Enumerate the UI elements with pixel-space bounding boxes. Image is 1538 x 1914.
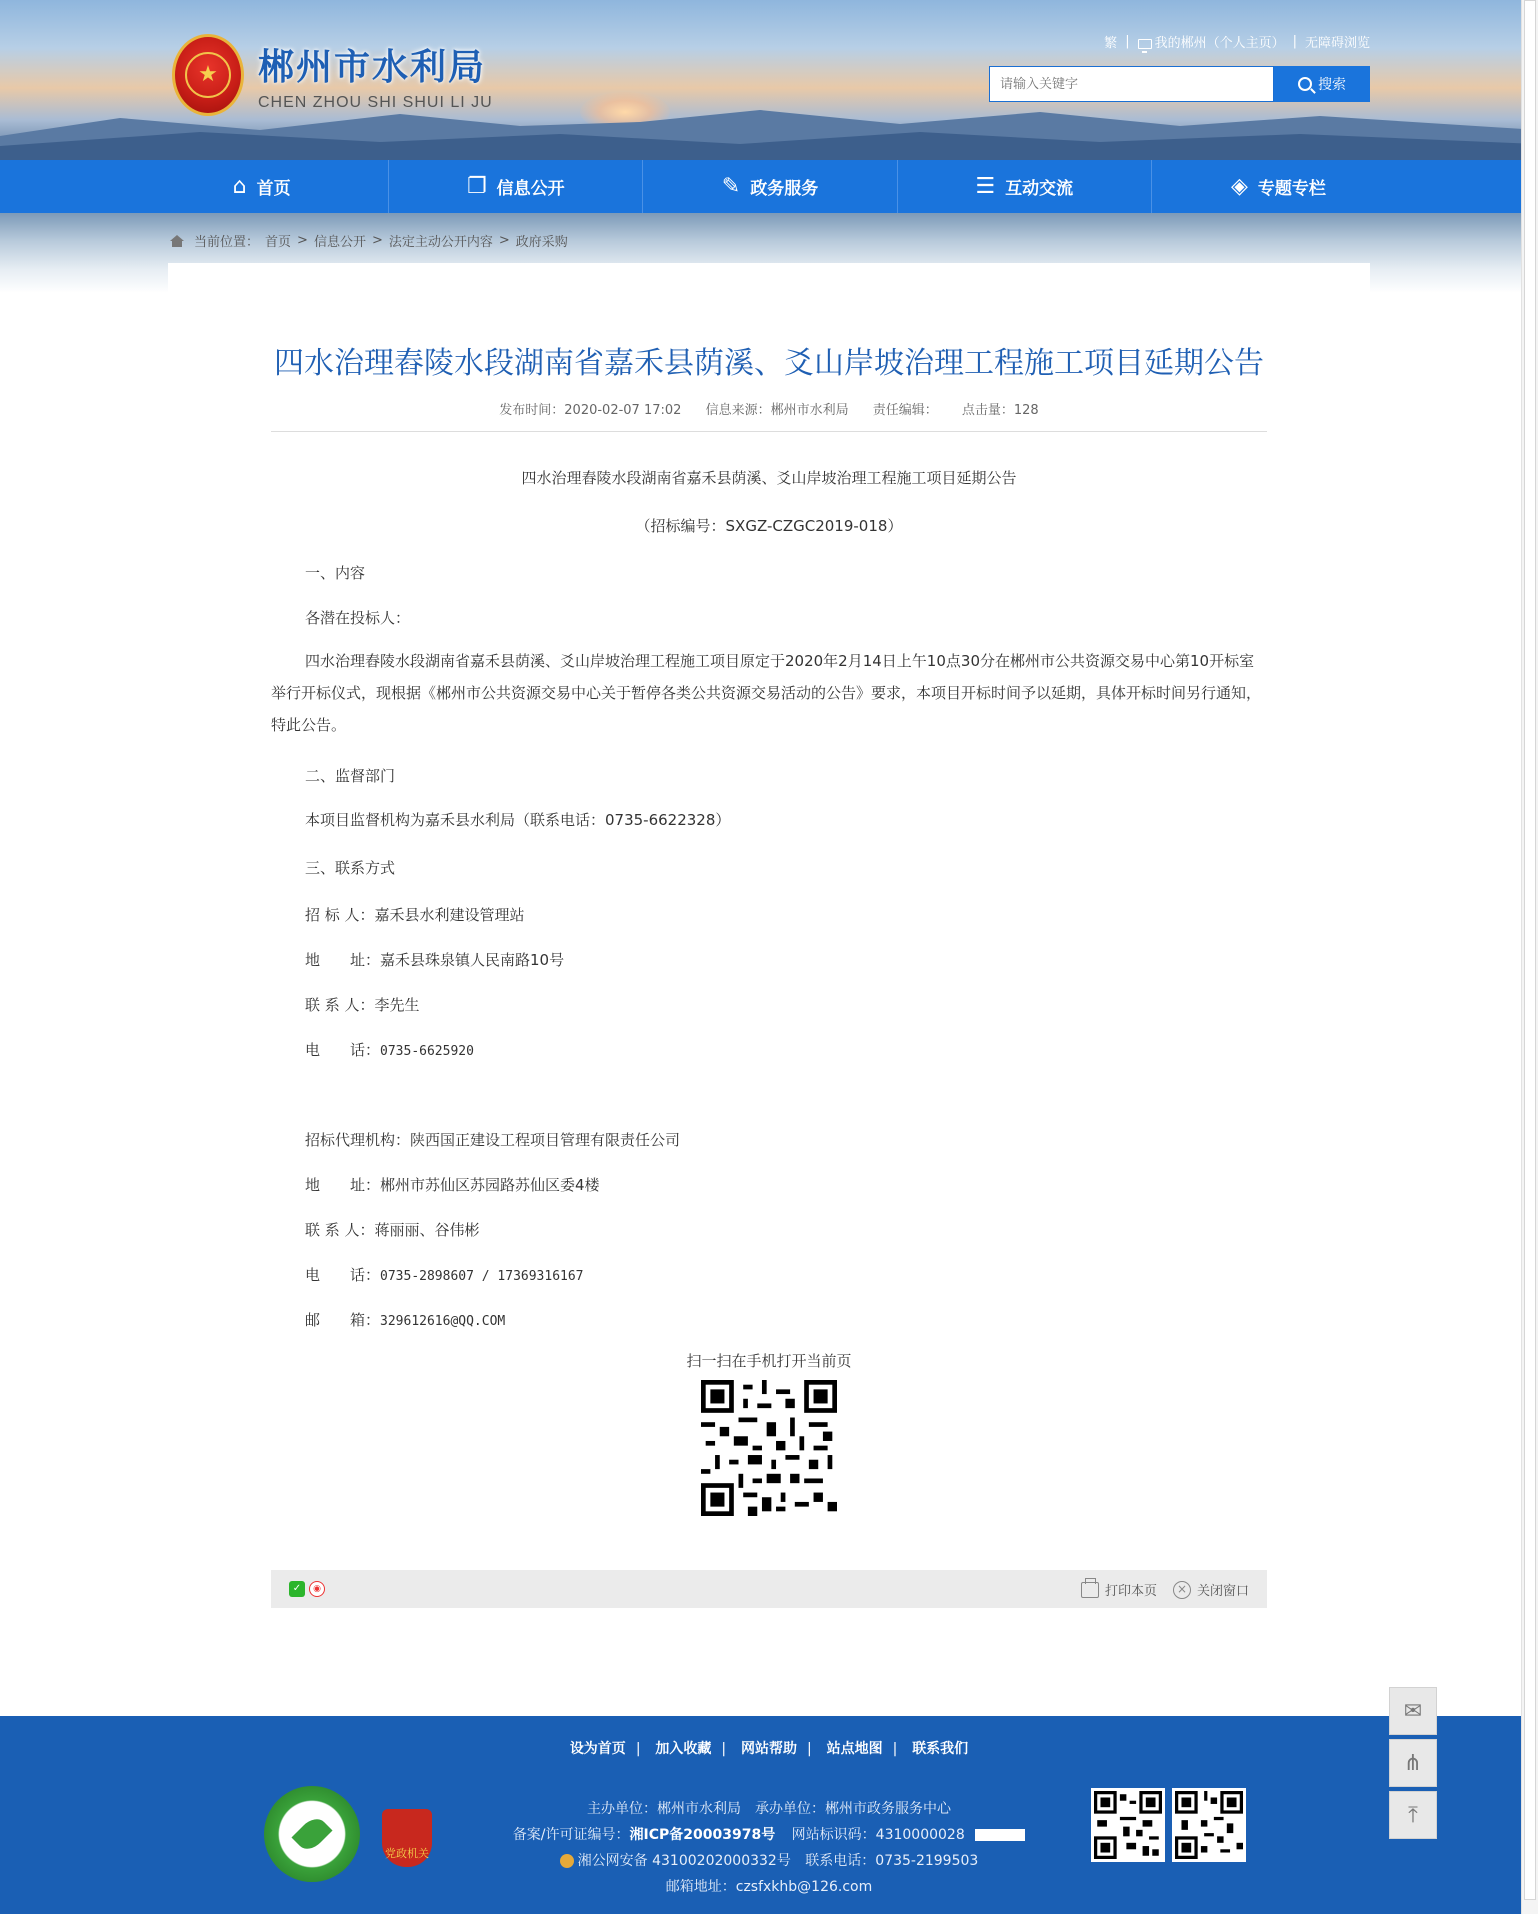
article-editor: 责任编辑： [872, 403, 938, 418]
police-record[interactable]: 湘公网安备 43100202000332号 [577, 1853, 791, 1869]
field-value: 嘉禾县水利建设管理站 [374, 906, 525, 924]
separator: | [807, 1741, 812, 1757]
article-title: 四水治理舂陵水段湖南省嘉禾县荫溪、爻山岸坡治理工程施工项目延期公告 [274, 346, 1264, 381]
field-label: 联 系 人： [305, 1221, 375, 1239]
publish-time: 发布时间：2020-02-07 17:02 [499, 403, 682, 418]
my-page-link[interactable] [1138, 32, 1285, 51]
share-icon: ⋔ [1403, 1750, 1423, 1776]
icp-row [0, 1822, 1538, 1848]
greeting: 各潜在投标人： [305, 609, 411, 627]
badge-label: 党政机关 [385, 1847, 429, 1860]
nav-item-topics[interactable] [1152, 160, 1405, 213]
breadcrumb-item[interactable]: 信息公开 [313, 235, 366, 250]
monitor-icon [1138, 39, 1152, 49]
site-subtitle: CHEN ZHOU SHI SHUI LI JU [258, 93, 493, 111]
separator: | [721, 1741, 727, 1757]
printer-icon [1081, 1582, 1099, 1598]
site-footer [0, 1716, 1538, 1914]
field-value: 0735-2898607 / 17369316167 [380, 1269, 584, 1284]
contact-row [271, 904, 1267, 925]
icp-number[interactable]: 湘ICP备20003978号 [629, 1827, 776, 1843]
breadcrumb-prefix: 当前位置： [194, 235, 260, 250]
footer-info [0, 1796, 1538, 1900]
national-emblem-icon: ★ [172, 34, 244, 116]
back-to-top-button[interactable] [1389, 1791, 1437, 1839]
breadcrumb-separator: > [498, 233, 510, 248]
contact-row [271, 1174, 1267, 1195]
share-icons [289, 1581, 325, 1597]
print-label: 打印本页 [1104, 1584, 1157, 1599]
breadcrumb-separator: > [297, 233, 308, 248]
page-qr-code [701, 1380, 837, 1516]
nav-label: 政务服务 [750, 179, 819, 199]
contact-row [271, 1264, 1267, 1285]
wechat-float-button[interactable] [1389, 1687, 1437, 1735]
separator: | [1125, 34, 1130, 49]
section-supervisor-heading: 二、监督部门 [305, 767, 396, 785]
bid-number: （招标编号：SXGZ-CZGC2019-018） [635, 517, 903, 535]
breadcrumb-item[interactable]: 政府采购 [515, 235, 568, 250]
layers-icon: ◈ [1230, 173, 1248, 199]
qr-caption: 扫一扫在手机打开当前页 [686, 1352, 852, 1370]
contact-row [271, 1309, 1267, 1330]
agency-row: 招标代理机构：陕西国正建设工程项目管理有限责任公司 [305, 1131, 681, 1149]
field-label: 地 址： [305, 951, 381, 969]
field-label: 地 址： [305, 1176, 381, 1194]
my-page-label: 我的郴州（个人主页） [1154, 36, 1285, 51]
footer-qr-code-icon [1172, 1788, 1246, 1862]
supervisor-info: 本项目监督机构为嘉禾县水利局（联系电话：0735-6622328） [305, 811, 731, 829]
close-label: 关闭窗口 [1196, 1584, 1249, 1599]
chat-icon: ☰ [975, 173, 996, 199]
share-float-button[interactable] [1389, 1739, 1437, 1787]
nav-item-home[interactable] [135, 160, 389, 213]
section-contact-heading: 三、联系方式 [305, 859, 396, 877]
icp-label: 备案/许可证编号： [512, 1827, 630, 1843]
search-button[interactable] [1274, 66, 1370, 102]
article-source: 信息来源：郴州市水利局 [705, 403, 849, 418]
nav-label: 信息公开 [496, 179, 565, 199]
print-button[interactable] [1081, 1580, 1157, 1599]
wechat-share-icon[interactable]: ✓ [289, 1581, 305, 1597]
nav-label: 首页 [256, 179, 291, 199]
accessible-link[interactable]: 无障碍浏览 [1304, 36, 1370, 51]
breadcrumb-separator: > [371, 233, 383, 248]
close-icon: × [1173, 1581, 1191, 1599]
footer-link-favorite[interactable]: 加入收藏 [655, 1741, 712, 1757]
click-count: 点击量：128 [961, 403, 1039, 418]
field-value: 李先生 [374, 996, 420, 1014]
main-nav [0, 160, 1538, 213]
site-code: 网站标识码：4310000028 [791, 1827, 965, 1843]
field-label: 邮 箱： [305, 1311, 381, 1329]
field-value: 嘉禾县珠泉镇人民南路10号 [380, 951, 565, 969]
cnzz-badge-icon[interactable] [975, 1829, 1025, 1841]
vertical-scrollbar[interactable] [1521, 0, 1538, 1914]
divider [271, 431, 1267, 432]
close-window-button[interactable] [1173, 1580, 1249, 1599]
share-bar [271, 1570, 1267, 1608]
field-label: 联 系 人： [305, 996, 375, 1014]
search-input[interactable] [989, 66, 1274, 102]
footer-links [0, 1738, 1538, 1758]
contact-row [271, 949, 1267, 970]
footer-email: 邮箱地址：czsfxkhb@126.com [665, 1879, 873, 1895]
field-value: 329612616@QQ.COM [380, 1314, 506, 1329]
top-links [1104, 32, 1370, 51]
breadcrumb-item[interactable]: 首页 [265, 235, 292, 250]
contact-row [271, 994, 1267, 1015]
article-heading: 四水治理舂陵水段湖南省嘉禾县荫溪、爻山岸坡治理工程施工项目延期公告 [521, 469, 1017, 487]
separator: | [892, 1741, 898, 1757]
weibo-share-icon[interactable]: ◉ [309, 1581, 325, 1597]
field-label: 电 话： [305, 1041, 381, 1059]
footer-link-help[interactable]: 网站帮助 [741, 1741, 797, 1757]
nav-item-info[interactable] [389, 160, 643, 213]
home-icon: ⌂ [232, 173, 247, 199]
site-title: 郴州市水利局 [258, 46, 487, 88]
floating-toolbar [1389, 1687, 1437, 1843]
search-box [989, 66, 1370, 102]
sponsor-info: 主办单位：郴州市水利局 承办单位：郴州市政务服务中心 [587, 1801, 951, 1817]
edit-icon: ✎ [721, 173, 741, 199]
share-actions [1081, 1580, 1249, 1599]
field-value: 0735-6625920 [380, 1044, 474, 1059]
footer-link-homepage[interactable]: 设为首页 [569, 1741, 626, 1757]
home-icon [170, 235, 184, 247]
scrollbar-thumb[interactable] [1524, 0, 1536, 1900]
police-row [0, 1848, 1538, 1874]
breadcrumb-item[interactable]: 法定主动公开内容 [388, 235, 493, 250]
field-label: 招 标 人： [305, 906, 375, 924]
breadcrumb [170, 231, 568, 250]
separator: | [635, 1741, 641, 1757]
footer-link-contact[interactable]: 联系我们 [912, 1741, 969, 1757]
footer-link-sitemap[interactable]: 站点地图 [826, 1741, 883, 1757]
site-logo[interactable] [172, 30, 493, 120]
contact-row [271, 1039, 1267, 1060]
search-icon [1298, 77, 1312, 91]
arrow-up-icon: ⤒ [1408, 1802, 1418, 1828]
traditional-chinese-link[interactable]: 繁 [1104, 36, 1118, 51]
police-badge-icon [560, 1854, 574, 1868]
site-header [0, 0, 1538, 160]
nav-item-services[interactable] [643, 160, 897, 213]
field-value: 郴州市苏仙区苏园路苏仙区委4楼 [380, 1176, 600, 1194]
contact-row [271, 1219, 1267, 1240]
separator: | [1292, 34, 1297, 49]
footer-qr-code-icon [1091, 1788, 1165, 1862]
footer-phone: 联系电话：0735-2199503 [805, 1853, 979, 1869]
field-value: 蒋丽丽、谷伟彬 [374, 1221, 480, 1239]
nav-label: 互动交流 [1005, 179, 1074, 199]
nav-item-interaction[interactable] [898, 160, 1152, 213]
field-label: 电 话： [305, 1266, 381, 1284]
document-icon: ❐ [466, 173, 487, 199]
section-content-heading: 一、内容 [305, 564, 366, 582]
search-button-label: 搜索 [1318, 77, 1346, 93]
article-meta [0, 399, 1538, 418]
nav-label: 专题专栏 [1257, 179, 1326, 199]
article-paragraph: 四水治理舂陵水段湖南省嘉禾县荫溪、爻山岸坡治理工程施工项目原定于2020年2月14日上午10点30分在郴州市公共资源交易中心第10开标室举行开标仪式，现根据《郴州市公共资源交易中心关于暂停各类公共资源交易活动的公告》要求，本项目开标时间予以延期，具体开标时间另行通知，特此公告。 [271, 652, 1262, 734]
wechat-icon: ✉ [1403, 1698, 1423, 1724]
